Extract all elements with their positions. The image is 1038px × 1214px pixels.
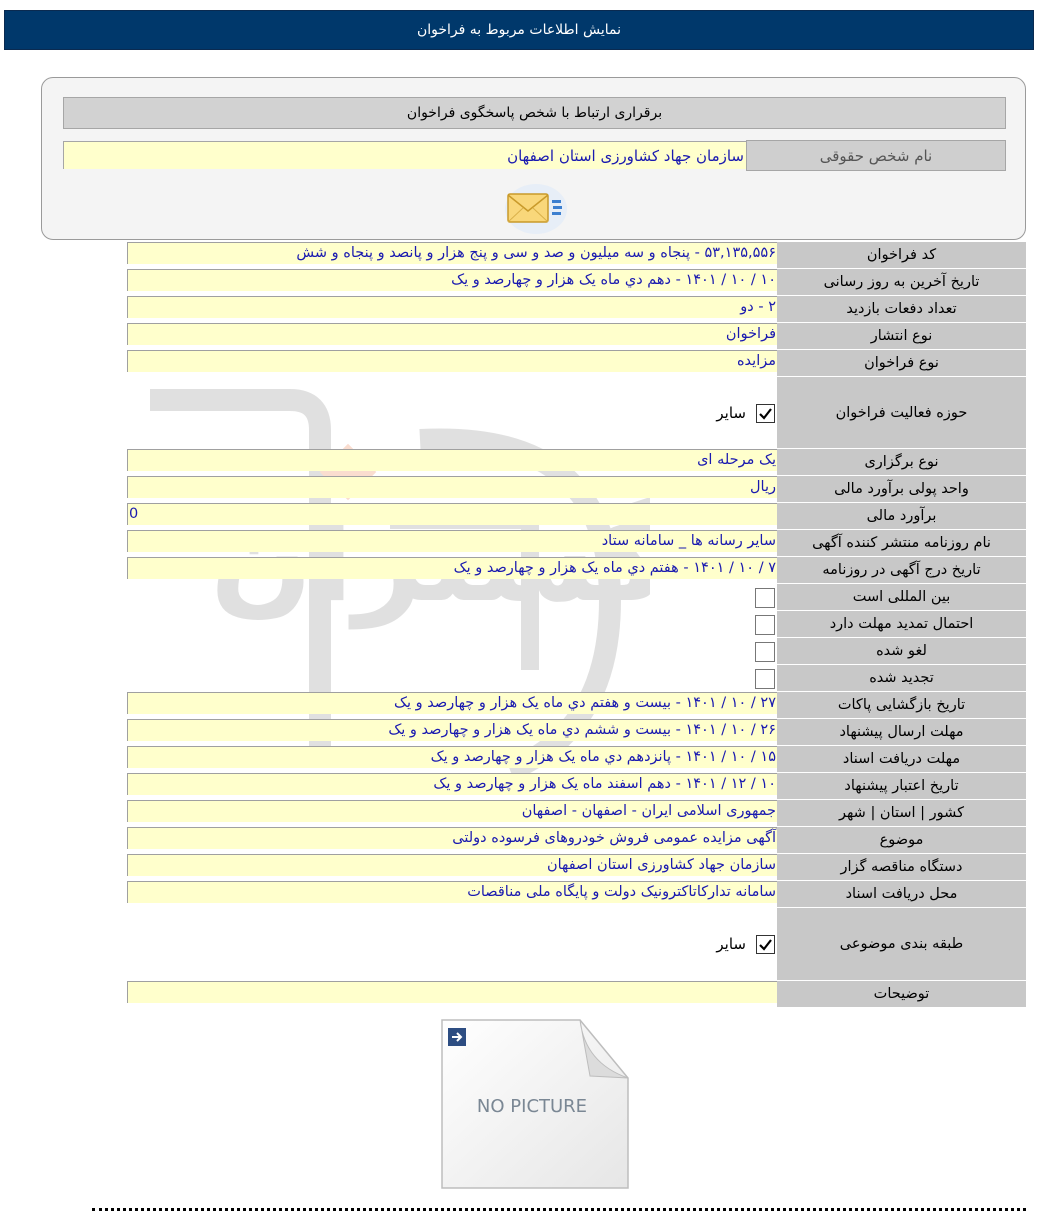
international-label: بین المللی است: [777, 584, 1026, 611]
location-label: کشور | استان | شهر: [777, 800, 1026, 827]
visits-value: ۲ - دو: [127, 296, 777, 318]
cancelled-label: لغو شده: [777, 638, 1026, 665]
row-category: [127, 908, 1026, 981]
validity-date-label: تاریخ اعتبار پیشنهاد: [777, 773, 1026, 800]
activity-scope-option: [716, 402, 775, 424]
row-docs-place: [127, 881, 1026, 908]
submit-deadline-label: مهلت ارسال پیشنهاد: [777, 719, 1026, 746]
row-holding-type: [127, 449, 1026, 476]
row-description: [127, 981, 1026, 1008]
category-label: طبقه بندی موضوعی: [777, 908, 1026, 981]
row-docs-deadline: [127, 746, 1026, 773]
row-extension: [127, 611, 1026, 638]
publish-type-label: نوع انتشار: [777, 323, 1026, 350]
row-call-code: [127, 242, 1026, 269]
cancelled-checkbox[interactable]: [755, 642, 775, 662]
call-type-label: نوع فراخوان: [777, 350, 1026, 377]
opening-date-value: ۲۷ / ۱۰ / ۱۴۰۱ - بیست و هفتم دي ماه یک هزار و چهارصد و یک: [127, 692, 777, 714]
extension-checkbox[interactable]: [755, 615, 775, 635]
international-checkbox[interactable]: [755, 588, 775, 608]
category-option-label: سایر: [716, 935, 746, 953]
row-validity-date: [127, 773, 1026, 800]
page-header: [4, 10, 1034, 50]
row-ad-date: [127, 557, 1026, 584]
row-location: [127, 800, 1026, 827]
docs-deadline-value: ۱۵ / ۱۰ / ۱۴۰۱ - پانزدهم دي ماه یک هزار و چهارصد و یک: [127, 746, 777, 768]
row-publish-type: [127, 323, 1026, 350]
row-opening-date: [127, 692, 1026, 719]
publish-type-value: فراخوان: [127, 323, 777, 345]
row-call-type: [127, 350, 1026, 377]
row-submit-deadline: [127, 719, 1026, 746]
last-update-value: ۱۰ / ۱۰ / ۱۴۰۱ - دهم دي ماه یک هزار و چهارصد و یک: [127, 269, 777, 291]
validity-date-value: ۱۰ / ۱۲ / ۱۴۰۱ - دهم اسفند ماه یک هزار و چهارصد و یک: [127, 773, 777, 795]
category-checkbox[interactable]: [756, 935, 775, 954]
subject-value: آگهی مزایده عمومی فروش خودروهای فرسوده دولتی: [127, 827, 777, 849]
page-title: نمایش اطلاعات مربوط به فراخوان: [416, 22, 622, 38]
holding-type-label: نوع برگزاری: [777, 449, 1026, 476]
ad-date-label: تاریخ درج آگهی در روزنامه: [777, 557, 1026, 584]
row-last-update: [127, 269, 1026, 296]
renewed-checkbox[interactable]: [755, 669, 775, 689]
description-value: [127, 981, 777, 1003]
holding-type-value: یک مرحله ای: [127, 449, 777, 471]
contact-panel-title: برقراری ارتباط با شخص پاسخگوی فراخوان: [63, 97, 1006, 129]
legal-person-label: نام شخص حقوقی: [746, 140, 1006, 171]
visits-label: تعداد دفعات بازدید: [777, 296, 1026, 323]
row-currency: [127, 476, 1026, 503]
row-renewed: [127, 665, 1026, 692]
footer-divider: [92, 1208, 1026, 1211]
row-organization: [127, 854, 1026, 881]
submit-deadline-value: ۲۶ / ۱۰ / ۱۴۰۱ - بیست و ششم دي ماه یک هزار و چهارصد و یک: [127, 719, 777, 741]
row-subject: [127, 827, 1026, 854]
last-update-label: تاریخ آخرین به روز رسانی: [777, 269, 1026, 296]
row-cancelled: [127, 638, 1026, 665]
estimate-label: برآورد مالی: [777, 503, 1026, 530]
docs-place-label: محل دریافت اسناد: [777, 881, 1026, 908]
organization-value: سازمان جهاد کشاورزی استان اصفهان: [127, 854, 777, 876]
extension-label: احتمال تمدید مهلت دارد: [777, 611, 1026, 638]
ad-date-value: ۷ / ۱۰ / ۱۴۰۱ - هفتم دي ماه یک هزار و چهارصد و یک: [127, 557, 777, 579]
docs-deadline-label: مهلت دریافت اسناد: [777, 746, 1026, 773]
no-picture-text: NO PICTURE: [476, 1096, 588, 1117]
docs-place-value: سامانه تدارکاتاکترونیک دولت و پایگاه ملی مناقصات: [127, 881, 777, 903]
description-label: توضیحات: [777, 981, 1026, 1008]
checkmark-icon: [758, 937, 773, 952]
call-type-value: مزایده: [127, 350, 777, 372]
category-option: [716, 933, 775, 955]
opening-date-label: تاریخ بازگشایی پاکات: [777, 692, 1026, 719]
row-newspaper: [127, 530, 1026, 557]
call-code-label: کد فراخوان: [777, 242, 1026, 269]
envelope-icon[interactable]: [502, 181, 568, 235]
currency-value: ریال: [127, 476, 777, 498]
renewed-label: تجدید شده: [777, 665, 1026, 692]
organization-label: دستگاه مناقصه گزار: [777, 854, 1026, 881]
newspaper-label: نام روزنامه منتشر کننده آگهی: [777, 530, 1026, 557]
currency-label: واحد پولی برآورد مالی: [777, 476, 1026, 503]
estimate-value: 0: [127, 503, 777, 525]
checkmark-icon: [758, 406, 773, 421]
row-estimate: [127, 503, 1026, 530]
location-value: جمهوری اسلامی ایران - اصفهان - اصفهان: [127, 800, 777, 822]
row-international: [127, 584, 1026, 611]
activity-scope-checkbox[interactable]: [756, 404, 775, 423]
subject-label: موضوع: [777, 827, 1026, 854]
legal-person-value: سازمان جهاد کشاورزی استان اصفهان: [63, 141, 746, 169]
activity-scope-option-label: سایر: [716, 404, 746, 422]
call-code-value: ۵۳,۱۳۵,۵۵۶ - پنجاه و سه میلیون و صد و سی و پنج هزار و پانصد و پنجاه و شش: [127, 242, 777, 264]
row-visits: [127, 296, 1026, 323]
activity-scope-label: حوزه فعالیت فراخوان: [777, 377, 1026, 449]
newspaper-value: سایر رسانه ها _ سامانه ستاد: [127, 530, 777, 552]
no-picture-icon: [440, 1018, 630, 1190]
contact-panel: [41, 77, 1026, 240]
row-activity-scope: [127, 377, 1026, 449]
